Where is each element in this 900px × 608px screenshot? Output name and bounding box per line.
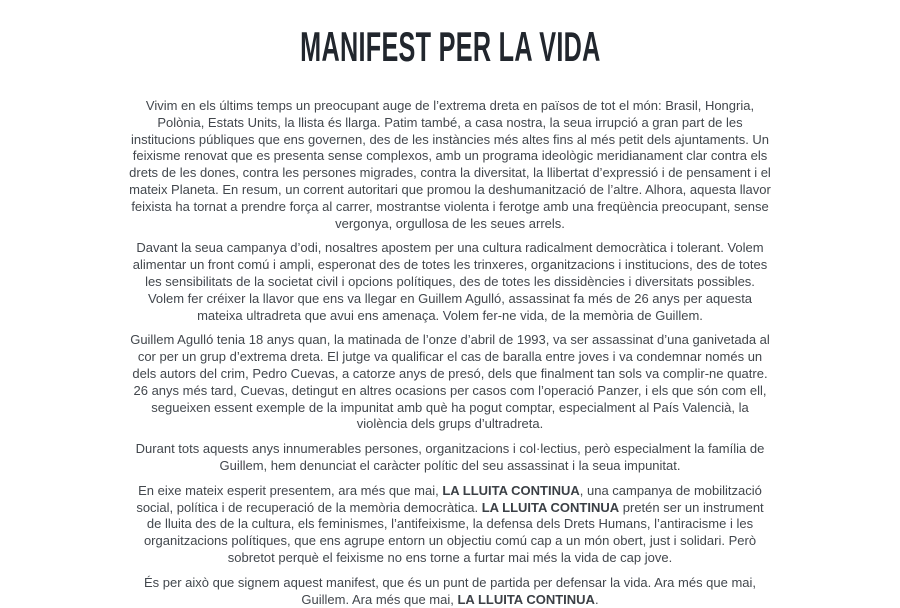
paragraph-text: Davant la seua campanya d’odi, nosaltres apostem per una cultura radicalment democràtica i tolerant. Volem alimentar un front comú i ampli, esperonat des de totes les trinxeres, organitzacions i institucions, des de totes les sensibilitats de la societat civil i opcions polítiques, des de totes les dissidències i diversitats possibles. Volem fer créixer la llavor que ens va llegar en Guillem Agulló, assassinat fa més de 26 anys per aquesta mateixa ultradreta que avui ens amenaça. Volem fer-ne vida, de la memòria de Guillem.: [132, 240, 768, 323]
campaign-name-emphasis: LA LLUITA CONTINUA: [457, 591, 595, 607]
paragraph-text: .: [594, 591, 599, 607]
manifest-paragraph: [128, 98, 772, 232]
paragraph-text: pretén ser un instrument de lluita des de la cultura, els feminismes, l’antifeixisme, la defensa dels Drets Humans, l’antiracisme i les organitzacions polítiques, que ens agrupe entorn un objectiu comú cap a un món obert, just i solidari. Però sobretot perquè el feixisme no ens torne a furtar mai més la vida de cap jove.: [143, 499, 764, 565]
manifest-paragraph: [128, 240, 772, 324]
manifest-paragraph: [128, 575, 772, 608]
manifest-paragraph: [128, 483, 772, 567]
manifest-paragraph: [128, 332, 772, 433]
paragraph-text: En eixe mateix esperit presentem, ara més que mai,: [138, 482, 443, 498]
paragraph-text: , una campanya de mobilització social, política i de recuperació de la memòria democràtica.: [136, 482, 762, 515]
paragraph-text: És per això que signem aquest manifest, que és un punt de partida per defensar la vida. Ara més que mai, Guillem. Ara més que mai,: [143, 574, 757, 607]
manifest-page: [0, 23, 900, 607]
page-title-text: MANIFEST PER LA VIDA: [299, 23, 601, 70]
manifest-content: [128, 98, 772, 608]
campaign-name-emphasis: LA LLUITA CONTINUA: [442, 482, 580, 498]
paragraph-text: Vivim en els últims temps un preocupant auge de l’extrema dreta en països de tot el món: Brasil, Hongria, Polònia, Estats Units, la llista és llarga. Patim també, a casa nostra, la seua irrupció a gran part de les institucions públiques que ens governen, des de les instàncies més altes fins al més petit dels ajuntaments. Un feixisme renovat que es presenta sense complexos, amb un programa ideològic meridianament clar contra els drets de les dones, contra les persones migrades, contra la diversitat, la llibertat d’expressió i de pensament i el mateix Planeta. En resum, un corrent autoritari que promou la deshumanització de l’altre. Alhora, aquesta llavor feixista ha tornat a prendre força al carrer, mostrantse violenta i ferotge amb una freqüència preocupant, sense vergonya, orgullosa de les seues arrels.: [129, 98, 771, 231]
paragraph-text: Durant tots aquests anys innumerables persones, organitzacions i col·lectius, però especialment la família de Guillem, hem denunciat el caràcter polític del seu assassinat i la seua impunitat.: [135, 441, 765, 473]
manifest-paragraph: [128, 441, 772, 475]
campaign-name-emphasis: LA LLUITA CONTINUA: [481, 499, 620, 515]
paragraph-text: Guillem Agulló tenia 18 anys quan, la matinada de l’onze d’abril de 1993, va ser assassinat d’una ganivetada al cor per un grup d’extrema dreta. El jutge va qualificar el cas de baralla entre joves i va condemnar només un dels autors del crim, Pedro Cuevas, a catorze anys de presó, dels que finalment tan sols va complir-ne quatre. 26 anys més tard, Cuevas, detingut en altres ocasions per casos com l’operació Panzer, i els que són com ell, segueixen essent exemple de la impunitat amb què ha pogut comptar, especialment al País Valencià, la violència dels grups d’ultradreta.: [130, 332, 770, 432]
page-title: [0, 23, 900, 70]
